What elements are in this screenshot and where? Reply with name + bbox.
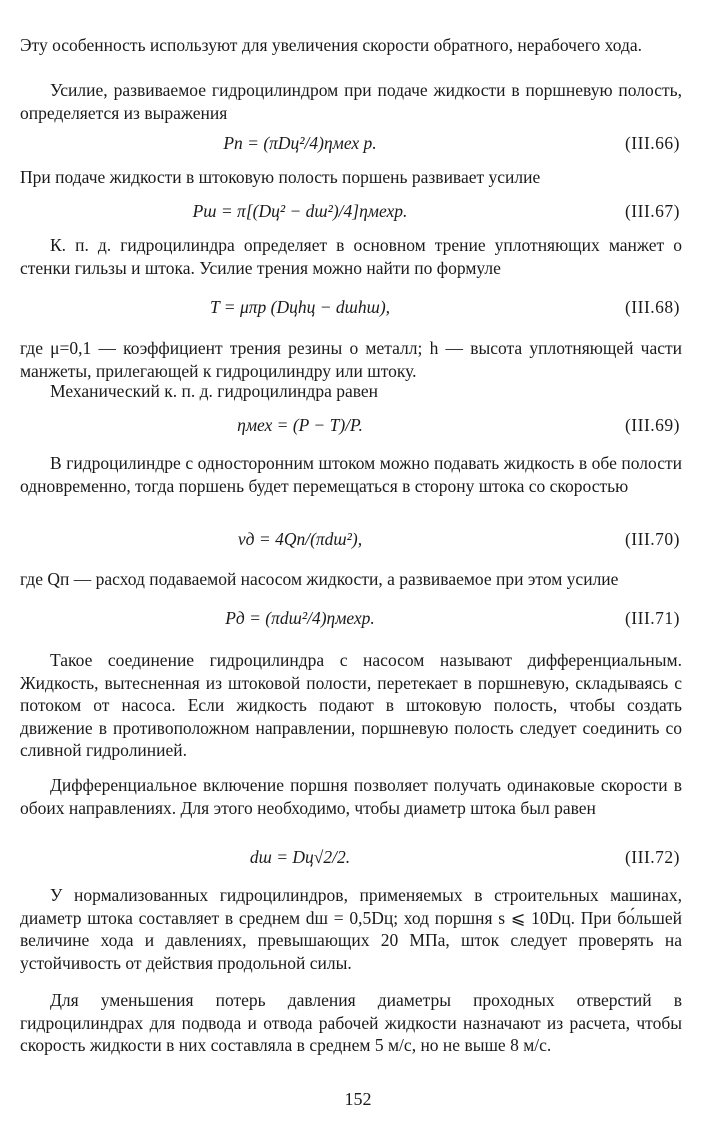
equation-number: (III.70) [624,529,680,549]
paragraph-5: где μ=0,1 — коэффициент трения резины о металл; h — высота уплотняющей части манжеты, прилегающей к гидроцилиндру или штоку. [20,338,682,381]
equation-formula: vд = 4Qп/(πdш²), [237,529,363,549]
equation-III-67 [20,200,682,224]
equation-formula: Pш = π[(Dц² − dш²)/4]ηмехp. [192,201,408,221]
equation-formula: Pп = (πDц²/4)ηмех p. [223,133,377,153]
equation-number: (III.72) [624,847,680,867]
equation-number: (III.67) [624,201,680,221]
paragraph-8: где Qп — расход подаваемой насосом жидкости, а развиваемое при этом усилие [20,569,619,589]
equation-III-68 [20,296,682,320]
paragraph-7: В гидроцилиндре с односторонним штоком можно подавать жидкость в обе полости одновременно, тогда поршень будет перемещаться в сторону штока со скоростью [20,453,682,496]
paragraph-12: Для уменьшения потерь давления диаметры проходных отверстий в гидроцилиндрах для подвода и отвода рабочей жидкости назначают из расчета, чтобы скорость жидкости в них составляла в среднем 5 м/с, но не выше 8 м/с. [20,990,682,1056]
equation-III-72 [20,846,682,870]
paragraph-6: Механический к. п. д. гидроцилиндра равен [50,381,379,401]
equation-number: (III.71) [624,608,680,628]
equation-III-66 [20,132,682,156]
paragraph-11: У нормализованных гидроцилиндров, применяемых в строительных машинах, диаметр штока составляет в среднем dш = 0,5Dц; ход поршня s ⩽ 10Dц. При бо́льшей величине хода и давлениях, превышающих 20 МПа, шток следует проверять на устойчивость от действия продольной силы. [20,885,682,973]
equation-formula: ηмех = (P − T)/P. [237,415,363,435]
paragraph-2: Усилие, развиваемое гидроцилиндром при подаче жидкости в поршневую полость, определяется из выражения [20,80,682,123]
equation-formula: dш = Dц√2/2. [249,847,351,867]
equation-formula: Pд = (πdш²/4)ηмехp. [225,608,375,628]
equation-formula: T = μπp (Dцhц − dшhш), [209,297,391,317]
paragraph-4: К. п. д. гидроцилиндра определяет в основном трение уплотняющих манжет о стенки гильзы и штока. Усилие трения можно найти по формуле [20,235,682,278]
equation-number: (III.66) [624,133,680,153]
paragraph-10: Дифференциальное включение поршня позволяет получать одинаковые скорости в обоих направлениях. Для этого необходимо, чтобы диаметр штока был равен [20,775,682,818]
equation-III-71 [20,607,682,631]
paragraph-3: При подаче жидкости в штоковую полость поршень развивает усилие [20,167,541,187]
page-number: 152 [344,1089,372,1109]
paragraph-1: Эту особенность используют для увеличения скорости обратного, нерабочего хода. [20,35,642,55]
equation-III-69 [20,414,682,438]
equation-number: (III.68) [624,297,680,317]
paragraph-9: Такое соединение гидроцилиндра с насосом называют дифференциальным. Жидкость, вытесненная из штоковой полости, перетекает в поршневую, складываясь с потоком от насоса. Если жидкость подают в штоковую полость, чтобы создать движение в противоположном направлении, поршневую полость следует соединить со сливной гидролинией. [20,650,682,761]
equation-III-70 [20,528,682,552]
equation-number: (III.69) [624,415,680,435]
